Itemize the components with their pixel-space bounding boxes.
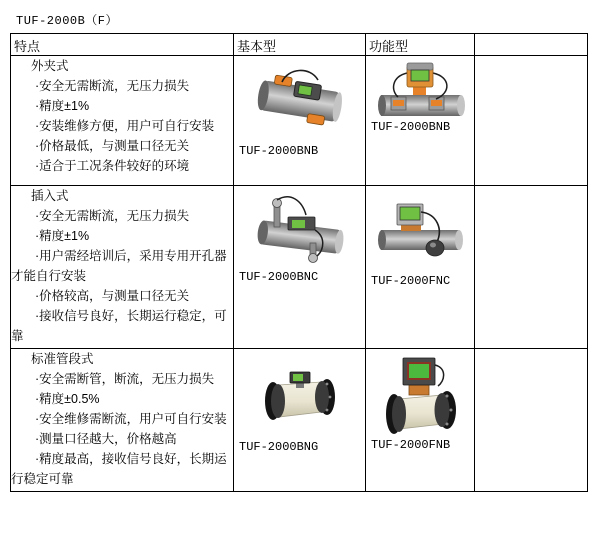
feature-bullet: ·接收信号良好，长期运行稳定，可靠 <box>11 309 227 343</box>
feature-bullet: ·精度最高，接收信号良好，长期运行稳定可靠 <box>11 452 227 486</box>
col-header-empty <box>475 34 588 56</box>
basic-model-cell <box>234 349 366 492</box>
empty-cell <box>475 186 588 349</box>
feature-bullet: ·安全需断管，断流，无压力损失 <box>35 372 215 386</box>
clamp-on-basic-product-image <box>234 62 365 136</box>
empty-cell <box>475 56 588 186</box>
feature-bullet: ·测量口径越大，价格越高 <box>35 432 177 446</box>
product-model-label: TUF-2000BNC <box>239 270 319 284</box>
product-model-label: TUF-2000BNG <box>239 440 319 454</box>
features-cell <box>11 56 234 186</box>
basic-model-cell <box>234 56 366 186</box>
header-row <box>11 34 588 56</box>
product-model-label: TUF-2000FNB <box>371 438 451 452</box>
product-model-label: TUF-2000BNB <box>239 144 319 158</box>
clamp-on-functional-product-image <box>366 60 474 118</box>
feature-bullet: ·安装维修方便，用户可自行安装 <box>35 119 215 133</box>
basic-model-cell <box>234 186 366 349</box>
table-row-clamp-on <box>11 56 588 186</box>
page-title: TUF-2000B（F） <box>16 14 119 28</box>
feature-bullet: ·精度±1% <box>35 229 90 243</box>
product-comparison-table <box>10 33 588 492</box>
features-cell <box>11 186 234 349</box>
col-header-functional-type: 功能型 <box>366 34 475 56</box>
insertion-basic-product-image <box>234 193 365 263</box>
product-model-label: TUF-2000BNB <box>371 120 451 134</box>
table-row-insertion <box>11 186 588 349</box>
functional-model-cell <box>366 186 475 349</box>
feature-bullet: ·精度±1% <box>35 99 90 113</box>
product-model-label: TUF-2000FNC <box>371 274 451 288</box>
col-header-basic-type: 基本型 <box>234 34 366 56</box>
feature-bullet: ·价格最低，与测量口径无关 <box>35 139 190 153</box>
pipe-section-basic-product-image <box>234 357 365 431</box>
empty-cell <box>475 349 588 492</box>
feature-section-title: 标准管段式 <box>31 352 94 366</box>
feature-section-title: 外夹式 <box>31 59 69 73</box>
feature-bullet: ·安全无需断流，无压力损失 <box>35 79 190 93</box>
functional-model-cell <box>366 349 475 492</box>
feature-bullet: ·精度±0.5% <box>35 392 100 406</box>
feature-bullet: ·用户需经培训后，采用专用开孔器才能自行安装 <box>11 249 227 283</box>
feature-bullet: ·安全维修需断流，用户可自行安装 <box>35 412 227 426</box>
pipe-section-functional-product-image <box>366 352 474 436</box>
feature-bullet: ·适合于工况条件较好的环境 <box>35 159 190 173</box>
functional-model-cell <box>366 56 475 186</box>
col-header-features: 特点 <box>11 34 234 56</box>
feature-bullet: ·价格较高，与测量口径无关 <box>35 289 190 303</box>
feature-section-title: 插入式 <box>31 189 69 203</box>
feature-bullet: ·安全无需断流，无压力损失 <box>35 209 190 223</box>
features-cell <box>11 349 234 492</box>
table-row-pipe-section <box>11 349 588 492</box>
insertion-functional-product-image <box>366 197 474 259</box>
